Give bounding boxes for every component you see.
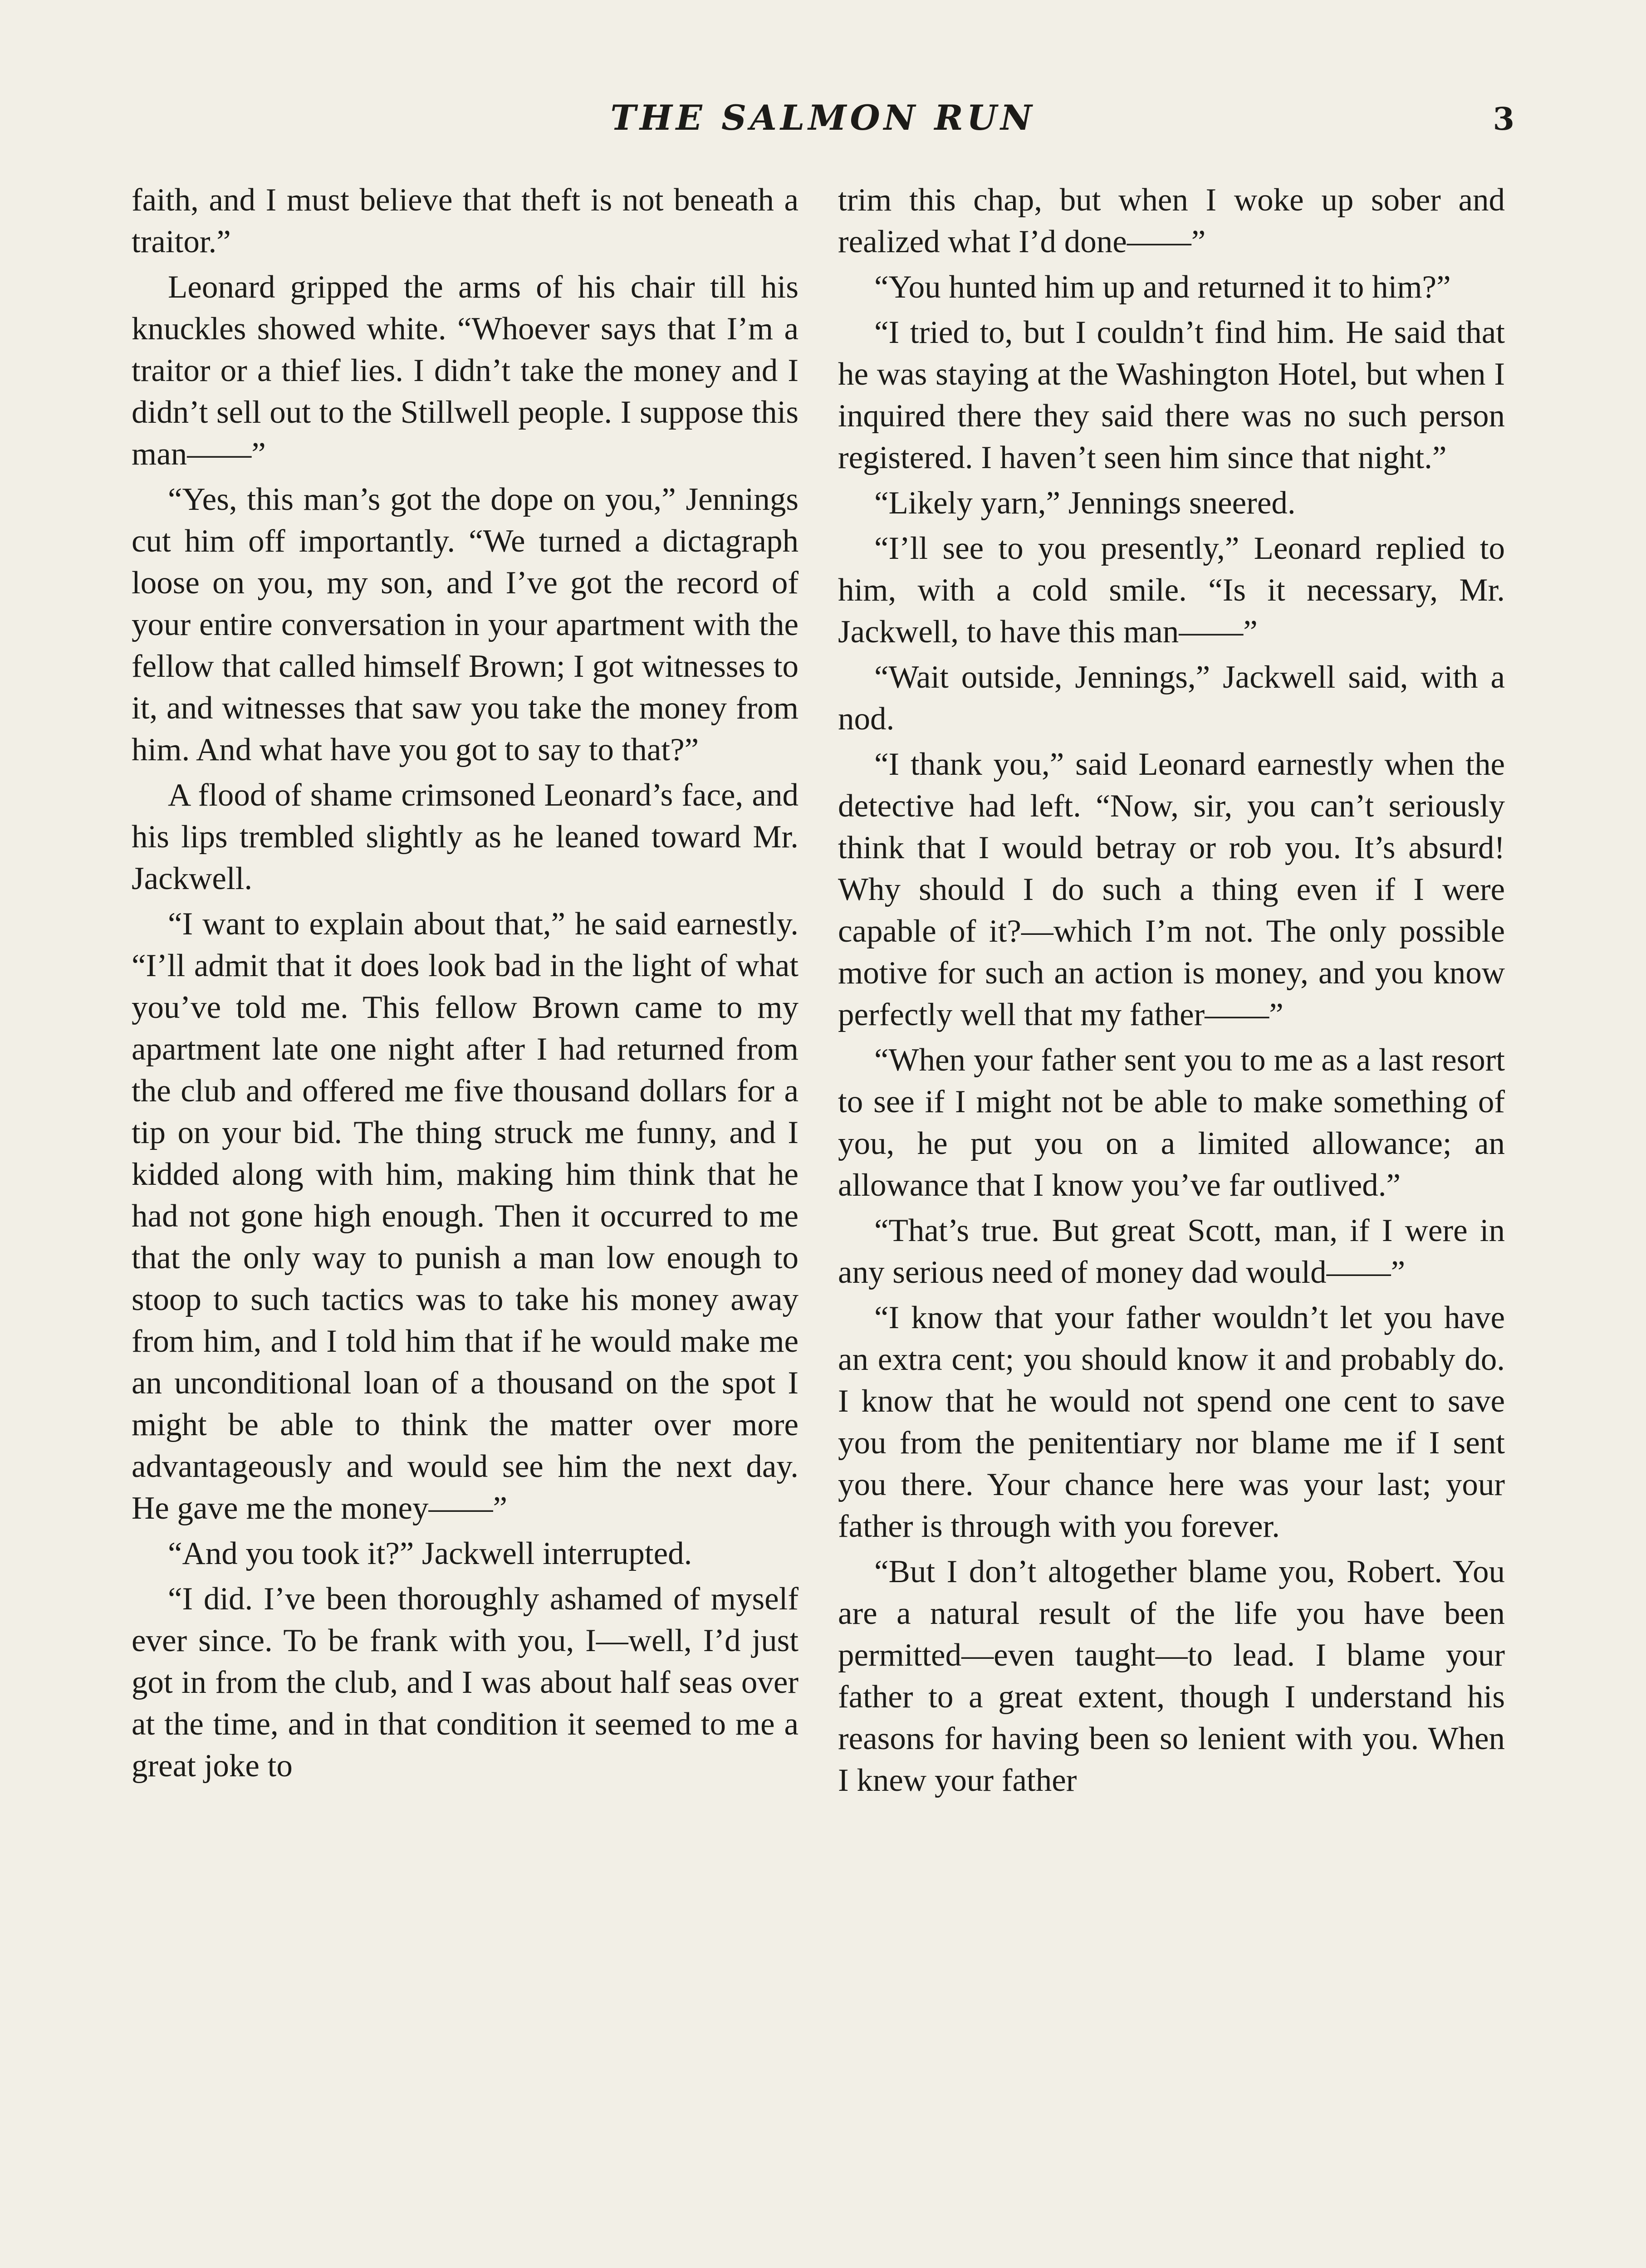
paragraph: “Yes, this man’s got the dope on you,” Jennings cut him off importantly. “We turned a dictagraph loose on you, my son, and I’ve got the record of your entire conversation in your apartment with the fellow that called himself Brown; I got witnesses to it, and witnesses that saw you take the money from him. And what have you got to say to that?” (132, 482, 799, 767)
paragraph: “I did. I’ve been thoroughly ashamed of myself ever since. To be frank with you, I—well, I’d just got in from the club, and I was about half seas over at the time, and in that condition it seemed to me a great joke to (132, 1581, 799, 1784)
paragraph: “When your father sent you to me as a last resort to see if I might not be able to make something of you, he put you on a limited allowance; an allowance that I know you’ve far outlived.” (838, 1042, 1505, 1203)
paragraph: “But I don’t altogether blame you, Robert. You are a natural result of the life you have been permitted—even taught—to lead. I blame your father to a great extent, though I understand his reasons for having been so lenient with you. When I knew your father (838, 1554, 1505, 1798)
paragraph: “I thank you,” said Leonard earnestly when the detective had left. “Now, sir, you can’t seriously think that I would betray or rob you. It’s absurd! Why should I do such a thing even if I were capable of it?—which I’m not. The only possible motive for such an action is money, and you know perfectly well that my father——” (838, 747, 1505, 1032)
right-column (838, 179, 1505, 1805)
paragraph: “Wait outside, Jennings,” Jackwell said, with a nod. (838, 660, 1505, 737)
left-column (132, 179, 799, 1790)
page-number: 3 (1493, 101, 1514, 137)
paragraph: “I tried to, but I couldn’t find him. He said that he was staying at the Washington Hotel, but when I inquired there they said there was no such person registered. I haven’t seen him since that night.” (838, 315, 1505, 475)
paragraph: faith, and I must believe that theft is not beneath a traitor.” (132, 182, 799, 259)
paragraph: A flood of shame crimsoned Leonard’s face, and his lips trembled slightly as he leaned toward Mr. Jackwell. (132, 777, 799, 896)
paragraph: “You hunted him up and returned it to him?” (874, 269, 1451, 305)
paragraph: Leonard gripped the arms of his chair till his knuckles showed white. “Whoever says that I’m a traitor or a thief lies. I didn’t take the money and I didn’t sell out to the Stillwell people. I suppose this man——” (132, 269, 799, 472)
running-title: THE SALMON RUN (610, 98, 1036, 138)
running-head (0, 98, 1646, 147)
paragraph: “That’s true. But great Scott, man, if I were in any serious need of money dad would——” (838, 1213, 1505, 1290)
paragraph: “And you took it?” Jackwell interrupted. (168, 1536, 692, 1571)
paragraph: “I want to explain about that,” he said earnestly. “I’ll admit that it does look bad in the light of what you’ve told me. This fellow Brown came to my apartment late one night after I had returned from the club and offered me five thousand dollars for a tip on your bid. The thing struck me funny, and I kidded along with him, making him think that he had not gone high enough. Then it occurred to me that the only way to punish a man low enough to stoop to such tactics was to take his money away from him, and I told him that if he would make me an unconditional loan of a thousand on the spot I might be able to think the matter over more advantageously and would see him the next day. He gave me the money——” (132, 906, 799, 1526)
paragraph: trim this chap, but when I woke up sober and realized what I’d done——” (838, 182, 1505, 259)
paragraph: “I’ll see to you presently,” Leonard replied to him, with a cold smile. “Is it necessary, Mr. Jackwell, to have this man——” (838, 531, 1505, 650)
paragraph: “Likely yarn,” Jennings sneered. (874, 485, 1296, 521)
paragraph: “I know that your father wouldn’t let you have an extra cent; you should know it and probably do. I know that he would not spend one cent to save you from the penitentiary nor blame me if I sent you there. Your chance here was your last; your father is through with you forever. (838, 1300, 1505, 1544)
